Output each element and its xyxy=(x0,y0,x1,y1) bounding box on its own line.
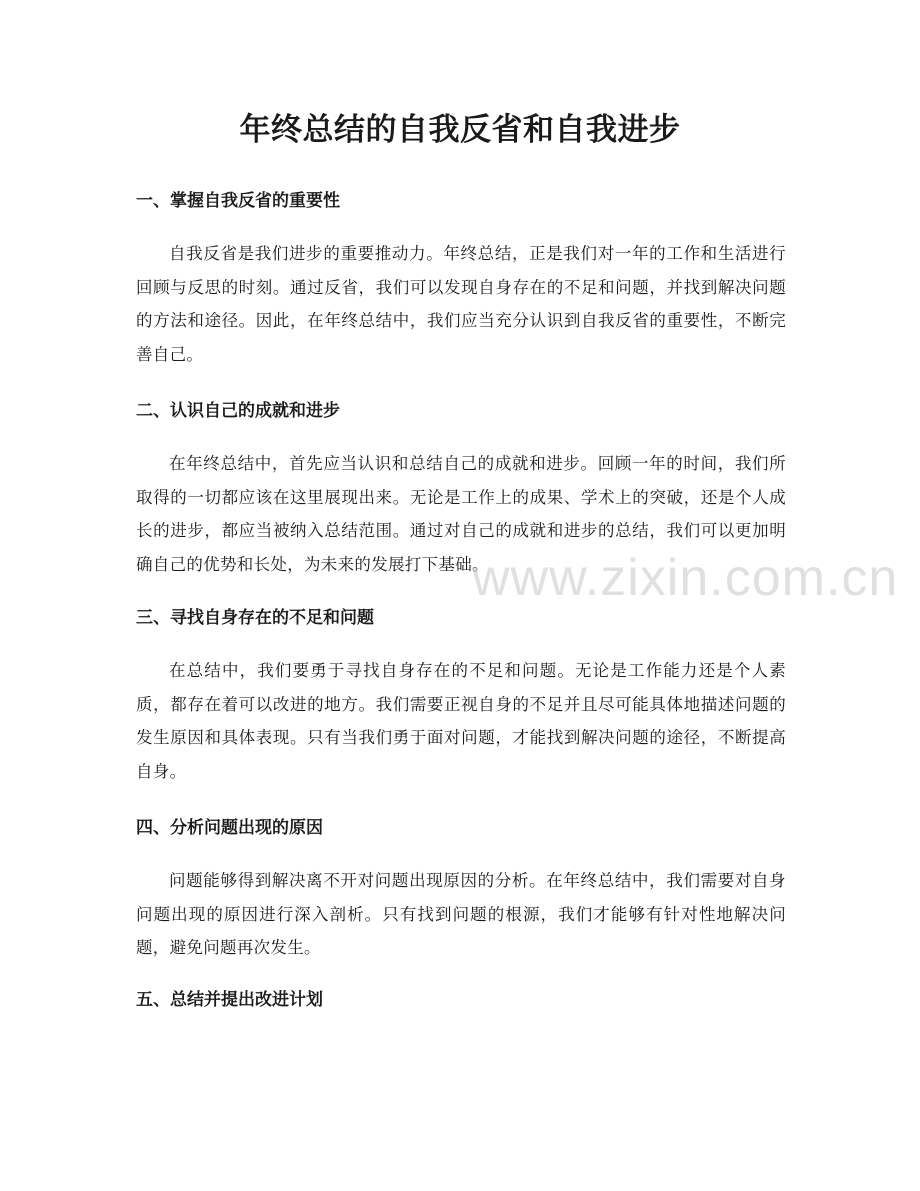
document-title: 年终总结的自我反省和自我进步 xyxy=(239,112,681,148)
section-paragraph: 自我反省是我们进步的重要推动力。年终总结，正是我们对一年的工作和生活进行回顾与反思的时刻。通过反省，我们可以发现自身存在的不足和问题，并找到解决问题的方法和途径。因此，在年终总结中，我们应当充分认识到自我反省的重要性，不断完善自己。 xyxy=(136,244,786,364)
section-heading: 二、认识自己的成就和进步 xyxy=(136,401,340,421)
section-heading: 四、分析问题出现的原因 xyxy=(136,818,323,838)
section-heading: 三、寻找自身存在的不足和问题 xyxy=(136,608,374,628)
section-3 xyxy=(136,604,786,788)
section-paragraph: 在年终总结中，首先应当认识和总结自己的成就和进步。回顾一年的时间，我们所取得的一切都应该在这里展现出来。无论是工作上的成果、学术上的突破，还是个人成长的进步，都应当被纳入总结范围。通过对自己的成就和进步的总结，我们可以更加明确自己的优势和长处，为未来的发展打下基础。 xyxy=(136,454,786,574)
section-paragraph: 在总结中，我们要勇于寻找自身存在的不足和问题。无论是工作能力还是个人素质，都存在着可以改进的地方。我们需要正视自身的不足并且尽可能具体地描述问题的发生原因和具体表现。只有当我们勇于面对问题，才能找到解决问题的途径，不断提高自身。 xyxy=(136,661,786,781)
watermark: www.zixin.com.cn xyxy=(472,549,899,607)
section-5 xyxy=(136,986,786,1014)
section-paragraph: 问题能够得到解决离不开对问题出现原因的分析。在年终总结中，我们需要对自身问题出现的原因进行深入剖析。只有找到问题的根源，我们才能够有针对性地解决问题，避免问题再次发生。 xyxy=(136,871,786,957)
section-4 xyxy=(136,814,786,965)
section-2 xyxy=(136,397,786,581)
section-1 xyxy=(136,187,786,371)
section-heading: 一、掌握自我反省的重要性 xyxy=(136,191,340,211)
section-heading: 五、总结并提出改进计划 xyxy=(136,990,323,1010)
